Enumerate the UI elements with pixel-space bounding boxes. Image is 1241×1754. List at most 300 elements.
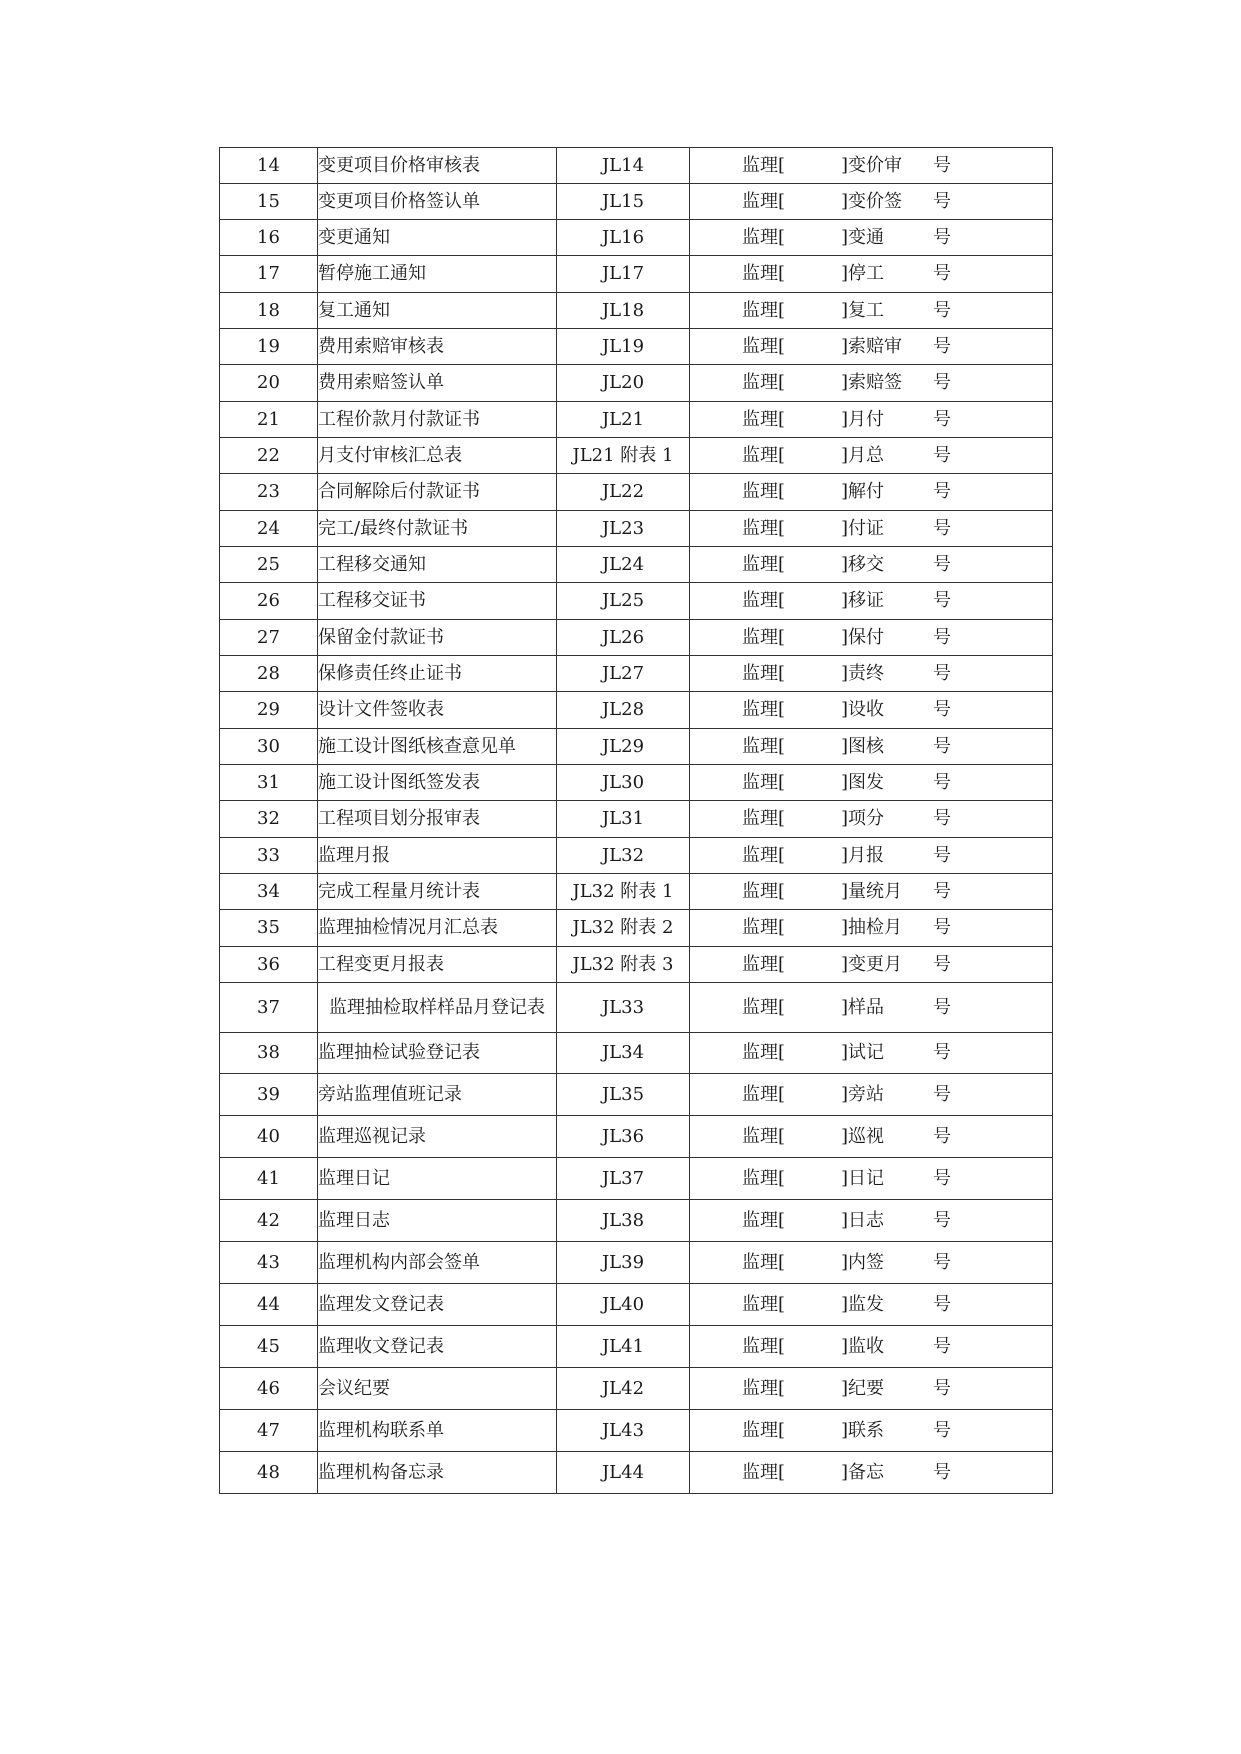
number-abbrev: ]月报 [841,844,885,866]
document-number-line [690,628,1052,648]
document-number-format [690,947,1053,983]
number-suffix: 号 [933,335,951,357]
form-code: JL22 [557,474,690,511]
number-prefix: 监理[ [741,190,785,212]
number-suffix: 号 [933,1335,951,1357]
number-abbrev: ]月总 [841,444,885,466]
document-number-line [690,1379,1052,1399]
form-name: 月支付审核汇总表 [318,438,557,474]
number-suffix: 号 [933,953,951,975]
document-number-format [690,256,1053,293]
row-index: 14 [220,148,318,184]
document-number-format [690,1368,1053,1410]
document-number-line [690,1169,1052,1189]
document-number-format [690,1200,1053,1242]
row-index: 33 [220,838,318,874]
document-number-line [690,773,1052,793]
form-code: JL18 [557,293,690,329]
document-number-line [690,737,1052,757]
document-number-line [690,998,1052,1018]
form-name: 监理机构联系单 [318,1410,557,1452]
table-row [220,1158,1053,1200]
document-number-format [690,1033,1053,1074]
row-index: 25 [220,547,318,583]
number-abbrev: ]备忘 [841,1461,885,1483]
form-code: JL40 [557,1284,690,1326]
form-name: 合同解除后付款证书 [318,474,557,511]
number-suffix: 号 [933,917,951,938]
number-suffix: 号 [933,372,951,393]
row-index: 31 [220,765,318,801]
row-index: 36 [220,947,318,983]
number-prefix: 监理[ [741,1042,785,1063]
number-suffix: 号 [933,444,951,466]
number-suffix: 号 [933,880,951,902]
number-suffix: 号 [933,154,951,176]
row-index: 35 [220,910,318,947]
number-abbrev: ]索赔审 [841,335,903,357]
number-suffix: 号 [933,1293,951,1315]
number-suffix: 号 [933,299,951,321]
form-code: JL27 [557,656,690,692]
form-name: 费用索赔审核表 [318,329,557,365]
number-suffix: 号 [933,590,951,611]
table-row [220,620,1053,656]
document-number-line [690,482,1052,502]
document-number-format [690,656,1053,692]
number-prefix: 监理[ [741,154,785,176]
number-abbrev: ]巡视 [841,1125,885,1147]
number-abbrev: ]联系 [841,1419,885,1441]
table-row [220,184,1053,220]
row-index: 42 [220,1200,318,1242]
number-suffix: 号 [933,517,951,539]
document-number-line [690,264,1052,284]
number-suffix: 号 [933,226,951,248]
row-index: 18 [220,293,318,329]
table-row [220,220,1053,256]
table-row [220,1242,1053,1284]
document-number-line [690,918,1052,938]
number-prefix: 监理[ [741,735,785,757]
form-code: JL30 [557,765,690,801]
number-prefix: 监理[ [741,1335,785,1357]
table-row [220,729,1053,765]
number-prefix: 监理[ [741,1167,785,1189]
table-row [220,1074,1053,1116]
table-row [220,256,1053,293]
document-number-format [690,148,1053,184]
number-prefix: 监理[ [741,1293,785,1315]
table-row [220,1200,1053,1242]
document-number-format [690,329,1053,365]
number-suffix: 号 [933,263,951,284]
row-index: 40 [220,1116,318,1158]
number-abbrev: ]变通 [841,226,885,248]
form-name: 保留金付款证书 [318,620,557,656]
number-prefix: 监理[ [741,880,785,902]
table-row [220,1452,1053,1494]
form-name: 暂停施工通知 [318,256,557,293]
form-name: 完成工程量月统计表 [318,874,557,910]
document-number-line [690,1421,1052,1441]
number-suffix: 号 [933,1461,951,1483]
form-name: 复工通知 [318,293,557,329]
number-suffix: 号 [933,626,951,648]
number-suffix: 号 [933,699,951,720]
form-code: JL20 [557,365,690,402]
document-number-format [690,620,1053,656]
document-number-line [690,1043,1052,1063]
row-index: 22 [220,438,318,474]
document-number-line [690,1295,1052,1315]
number-prefix: 监理[ [741,517,785,539]
document-number-format [690,983,1053,1033]
form-code: JL37 [557,1158,690,1200]
document-number-format [690,220,1053,256]
document-number-line [690,1337,1052,1357]
number-suffix: 号 [933,1209,951,1231]
document-number-format [690,1116,1053,1158]
table-row [220,1284,1053,1326]
number-prefix: 监理[ [741,1209,785,1231]
row-index: 24 [220,511,318,547]
form-name: 施工设计图纸签发表 [318,765,557,801]
number-suffix: 号 [933,1251,951,1273]
table-row [220,947,1053,983]
table-row [220,765,1053,801]
table-row [220,1116,1053,1158]
row-index: 20 [220,365,318,402]
number-prefix: 监理[ [741,626,785,648]
row-index: 21 [220,402,318,438]
number-suffix: 号 [933,1083,951,1105]
document-number-format [690,838,1053,874]
table-row [220,329,1053,365]
document-number-line [690,1211,1052,1231]
form-name: 监理发文登记表 [318,1284,557,1326]
document-number-format [690,1074,1053,1116]
number-prefix: 监理[ [741,335,785,357]
form-name: 设计文件签收表 [318,692,557,729]
table-row [220,801,1053,838]
number-abbrev: ]变价审 [841,154,903,176]
document-number-line [690,228,1052,248]
number-prefix: 监理[ [741,662,785,684]
table-row [220,402,1053,438]
forms-table [219,147,1053,1494]
row-index: 47 [220,1410,318,1452]
document-number-format [690,583,1053,620]
number-suffix: 号 [933,1167,951,1189]
number-prefix: 监理[ [741,917,785,938]
number-abbrev: ]索赔签 [841,372,903,393]
document-number-line [690,700,1052,720]
number-abbrev: ]责终 [841,662,885,684]
form-name: 变更通知 [318,220,557,256]
form-code: JL28 [557,692,690,729]
number-abbrev: ]解付 [841,481,885,502]
table-row [220,547,1053,583]
number-suffix: 号 [933,735,951,757]
number-abbrev: ]样品 [841,996,885,1018]
document-number-format [690,874,1053,910]
document-number-line [690,301,1052,321]
number-abbrev: ]日记 [841,1167,885,1189]
number-prefix: 监理[ [741,1377,785,1399]
document-number-line [690,591,1052,611]
document-number-line [690,809,1052,829]
row-index: 43 [220,1242,318,1284]
number-abbrev: ]日志 [841,1209,885,1231]
form-name: 监理机构内部会签单 [318,1242,557,1284]
number-prefix: 监理[ [741,444,785,466]
form-name: 监理日志 [318,1200,557,1242]
row-index: 46 [220,1368,318,1410]
number-suffix: 号 [933,1419,951,1441]
form-name: 施工设计图纸核查意见单 [318,729,557,765]
number-abbrev: ]图核 [841,735,885,757]
form-code: JL32 附表 3 [557,947,690,983]
row-index: 38 [220,1033,318,1074]
form-code: JL36 [557,1116,690,1158]
number-prefix: 监理[ [741,699,785,720]
number-prefix: 监理[ [741,590,785,611]
number-abbrev: ]内签 [841,1251,885,1273]
row-index: 17 [220,256,318,293]
forms-table-body [220,148,1053,1494]
document-number-line [690,446,1052,466]
row-index: 28 [220,656,318,692]
form-name: 变更项目价格签认单 [318,184,557,220]
document-number-line [690,156,1052,176]
form-name: 监理抽检试验登记表 [318,1033,557,1074]
number-prefix: 监理[ [741,372,785,393]
table-row [220,511,1053,547]
row-index: 23 [220,474,318,511]
number-abbrev: ]复工 [841,299,885,321]
number-abbrev: ]停工 [841,263,885,284]
form-name: 工程移交证书 [318,583,557,620]
document-number-line [690,519,1052,539]
number-suffix: 号 [933,1042,951,1063]
form-name: 监理机构备忘录 [318,1452,557,1494]
number-abbrev: ]变更月 [841,953,903,975]
form-code: JL41 [557,1326,690,1368]
table-row [220,1368,1053,1410]
form-code: JL14 [557,148,690,184]
document-number-format [690,729,1053,765]
form-name: 工程项目划分报审表 [318,801,557,838]
table-row [220,474,1053,511]
form-name: 费用索赔签认单 [318,365,557,402]
number-suffix: 号 [933,808,951,829]
number-abbrev: ]变价签 [841,190,903,212]
number-abbrev: ]付证 [841,517,885,539]
document-number-format [690,801,1053,838]
form-code: JL29 [557,729,690,765]
form-code: JL39 [557,1242,690,1284]
number-prefix: 监理[ [741,1125,785,1147]
table-row [220,1410,1053,1452]
form-code: JL32 附表 1 [557,874,690,910]
form-code: JL25 [557,583,690,620]
number-abbrev: ]监收 [841,1335,885,1357]
form-code: JL26 [557,620,690,656]
number-abbrev: ]保付 [841,626,885,648]
number-suffix: 号 [933,190,951,212]
number-prefix: 监理[ [741,1083,785,1105]
form-name: 监理日记 [318,1158,557,1200]
number-abbrev: ]试记 [841,1042,885,1063]
row-index: 15 [220,184,318,220]
form-name: 监理抽检情况月汇总表 [318,910,557,947]
table-row [220,983,1053,1033]
table-row [220,583,1053,620]
form-name: 监理抽检取样样品月登记表 [318,983,557,1033]
document-number-line [690,337,1052,357]
number-abbrev: ]抽检月 [841,917,903,938]
document-number-line [690,192,1052,212]
document-number-format [690,910,1053,947]
document-number-line [690,1127,1052,1147]
document-number-format [690,1158,1053,1200]
number-suffix: 号 [933,1377,951,1399]
form-name: 监理收文登记表 [318,1326,557,1368]
document-number-format [690,438,1053,474]
form-code: JL33 [557,983,690,1033]
number-prefix: 监理[ [741,481,785,502]
form-code: JL21 附表 1 [557,438,690,474]
form-name: 旁站监理值班记录 [318,1074,557,1116]
number-prefix: 监理[ [741,408,785,430]
document-number-line [690,373,1052,393]
table-row [220,692,1053,729]
form-code: JL15 [557,184,690,220]
document-number-line [690,1463,1052,1483]
document-number-format [690,1452,1053,1494]
form-code: JL38 [557,1200,690,1242]
row-index: 29 [220,692,318,729]
row-index: 34 [220,874,318,910]
document-number-format [690,1326,1053,1368]
form-name: 保修责任终止证书 [318,656,557,692]
row-index: 26 [220,583,318,620]
row-index: 16 [220,220,318,256]
row-index: 19 [220,329,318,365]
document-number-format [690,1410,1053,1452]
form-code: JL43 [557,1410,690,1452]
number-abbrev: ]纪要 [841,1377,885,1399]
form-name: 完工/最终付款证书 [318,511,557,547]
number-suffix: 号 [933,481,951,502]
table-row [220,365,1053,402]
document-number-format [690,1284,1053,1326]
number-prefix: 监理[ [741,226,785,248]
number-prefix: 监理[ [741,808,785,829]
form-code: JL21 [557,402,690,438]
form-code: JL31 [557,801,690,838]
number-prefix: 监理[ [741,1251,785,1273]
document-number-format [690,365,1053,402]
document-number-line [690,410,1052,430]
document-number-line [690,955,1052,975]
form-code: JL19 [557,329,690,365]
row-index: 44 [220,1284,318,1326]
number-abbrev: ]图发 [841,771,885,793]
document-number-line [690,1085,1052,1105]
document-number-format [690,1242,1053,1284]
row-index: 30 [220,729,318,765]
form-code: JL35 [557,1074,690,1116]
document-number-format [690,293,1053,329]
number-abbrev: ]旁站 [841,1083,885,1105]
number-suffix: 号 [933,771,951,793]
form-name: 工程变更月报表 [318,947,557,983]
row-index: 45 [220,1326,318,1368]
document-number-line [690,1253,1052,1273]
number-suffix: 号 [933,662,951,684]
form-code: JL17 [557,256,690,293]
document-number-format [690,511,1053,547]
number-suffix: 号 [933,844,951,866]
form-code: JL16 [557,220,690,256]
number-suffix: 号 [933,408,951,430]
table-row [220,438,1053,474]
form-code: JL32 [557,838,690,874]
number-suffix: 号 [933,553,951,575]
document-number-format [690,692,1053,729]
number-abbrev: ]设收 [841,699,885,720]
row-index: 37 [220,983,318,1033]
table-row [220,656,1053,692]
table-row [220,1326,1053,1368]
row-index: 32 [220,801,318,838]
number-prefix: 监理[ [741,844,785,866]
number-prefix: 监理[ [741,953,785,975]
form-code: JL32 附表 2 [557,910,690,947]
row-index: 39 [220,1074,318,1116]
form-code: JL24 [557,547,690,583]
number-prefix: 监理[ [741,263,785,284]
document-number-line [690,882,1052,902]
form-name: 工程移交通知 [318,547,557,583]
row-index: 27 [220,620,318,656]
table-row [220,148,1053,184]
number-prefix: 监理[ [741,771,785,793]
form-code: JL34 [557,1033,690,1074]
number-prefix: 监理[ [741,1461,785,1483]
document-number-format [690,402,1053,438]
form-name: 监理月报 [318,838,557,874]
form-name: 监理巡视记录 [318,1116,557,1158]
number-abbrev: ]监发 [841,1293,885,1315]
document-number-line [690,555,1052,575]
number-abbrev: ]月付 [841,408,885,430]
form-name: 会议纪要 [318,1368,557,1410]
number-abbrev: ]量统月 [841,880,903,902]
number-abbrev: ]移证 [841,590,885,611]
form-code: JL44 [557,1452,690,1494]
table-row [220,293,1053,329]
form-code: JL23 [557,511,690,547]
document-number-format [690,184,1053,220]
number-prefix: 监理[ [741,996,785,1018]
number-suffix: 号 [933,1125,951,1147]
table-row [220,874,1053,910]
number-suffix: 号 [933,996,951,1018]
table-row [220,838,1053,874]
